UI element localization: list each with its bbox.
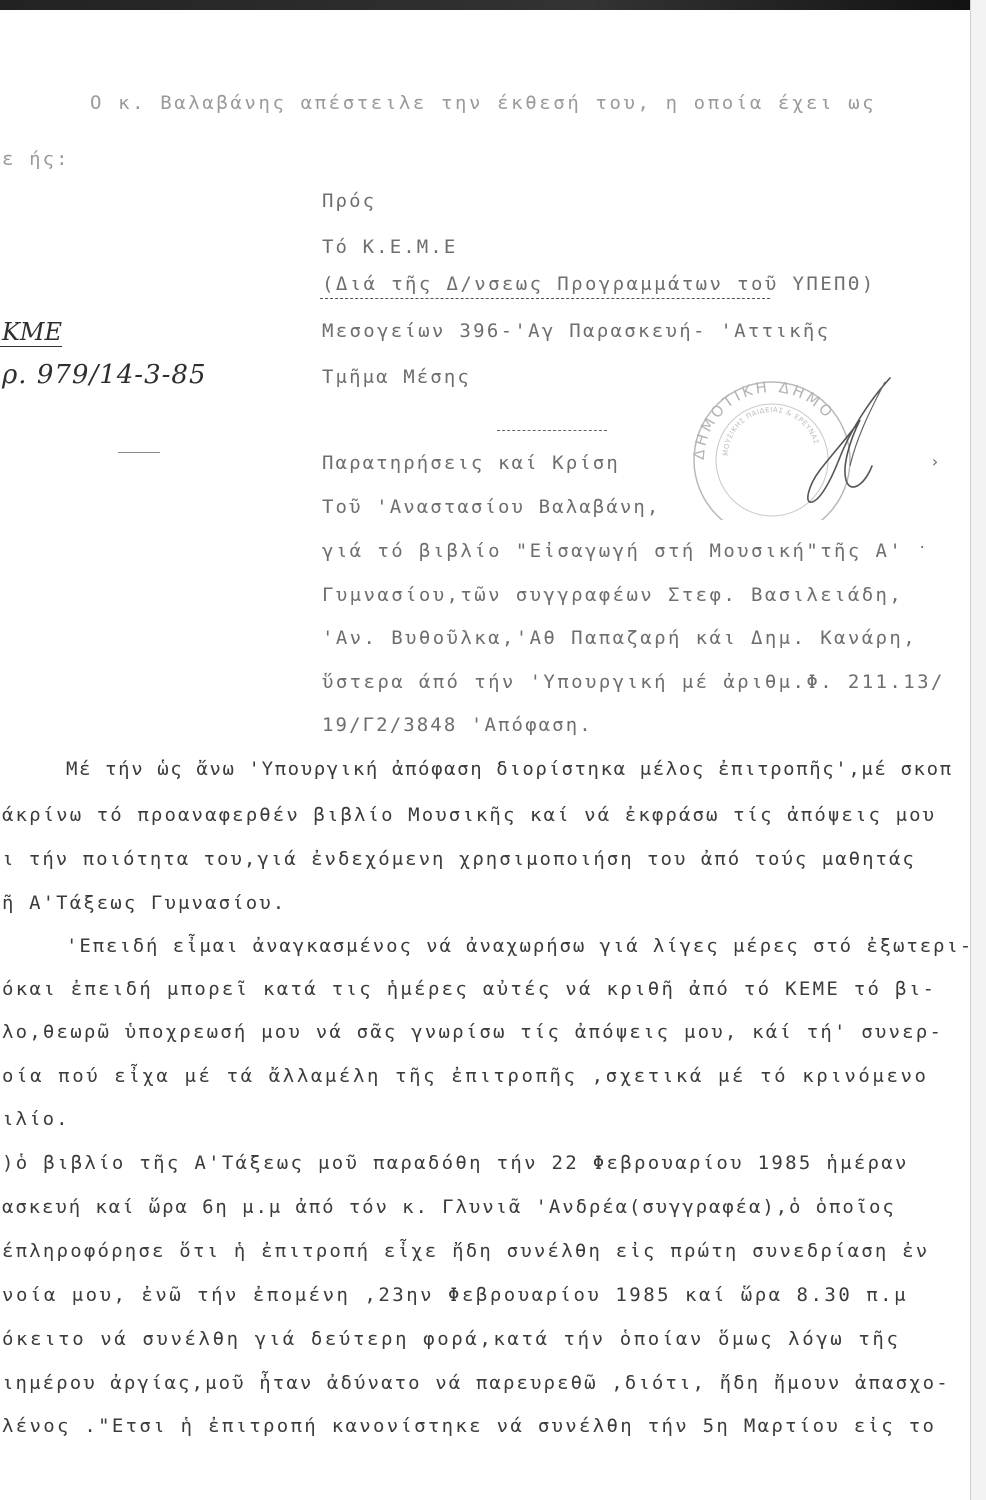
subject-line-1: Παρατηρήσεις καί Κρίση [322,452,620,474]
address-via-underline [320,298,770,299]
subject-line-2: Τοῦ 'Αναστασίου Βαλαβάνη, [322,496,661,518]
body-line-10: )ὁ βιβλίο τῆς Α'Τάξεως μοῦ παραδόθη τήν 22 Φεβρουαρίου 1985 ἡμέραν [2,1152,909,1174]
body-line-7: λο,θεωρῶ ὑποχρεωσή μου νά σᾶς γνωρίσω τίς ἀπόψεις μου, κάί τή' συνερ- [2,1021,944,1043]
body-line-14: όκειτο νά συνέλθη γιά δεύτερη φορά,κατά τήν ὁποίαν ὅμως λόγω τῆς [2,1328,901,1350]
handwritten-signature [790,370,900,520]
subject-line-3: γιά τό βιβλίο "Εἰσαγωγή στή Μουσική"τῆς Α' [322,540,904,562]
address-section: Τμῆμα Μέσης [322,366,471,388]
body-line-15: ιημέρου ἀργίας,μοῦ ἦταν ἀδύνατο νά παρευρεθῶ ,διότι, ἤδη ἤμουν ἀπασχο- [2,1372,950,1394]
body-line-2: άκρίνω τό προαναφερθέν βιβλίο Μουσικῆς καί νά ἐκφράσω τίς ἀπόψεις μου [2,804,937,826]
address-street: Μεσογείων 396-'Αγ Παρασκευή- 'Αττικῆς [322,320,831,342]
address-via: (Διά τῆς Δ/νσεως Προγραμμάτων τοῦ ΥΠΕΠΘ) [322,273,876,295]
intro-line-1: Ο κ. Βαλαβάνης απέστειλε την έκθεσή του, η οποία έχει ως [90,92,877,114]
scan-right-edge [970,0,986,1500]
margin-note-ref: ρ. 979/14-3-85 [2,360,207,390]
body-line-4: ῆ Α'Τάξεως Γυμνασίου. [2,892,287,914]
body-line-3: ι τήν ποιότητα του,γιά ἐνδεχόμενη χρησιμοποιήση του ἀπό τούς μαθητάς [2,848,916,870]
address-org: Τό Κ.Ε.Μ.Ε [322,236,458,258]
subject-line-7: 19/Γ2/3848 'Απόφαση. [322,714,593,736]
stamp-outer-text: ΔΗΜΟΤΙΚΗ ΔΗΜΟ [689,377,839,461]
margin-note-underline [0,346,62,347]
left-short-rule [118,452,160,453]
scan-top-border [0,0,986,10]
body-line-11: ασκευή καί ὥρα 6η μ.μ ἀπό τόν κ. Γλυνιᾶ 'Ανδρέα(συγγραφέα),ὁ ὁποῖος [2,1196,896,1218]
body-line-8: οία πού εἶχα μέ τά ἄλλαμέλη τῆς ἐπιτροπῆς ,σχετικά μέ τό κρινόμενο [2,1065,929,1087]
body-line-1: Μέ τήν ὡς ἄνω 'Υπουργική ἀπόφαση διορίστηκα μέλος ἐπιτροπῆς',μέ σκοπ [66,758,953,780]
stamp-inner-text: ΜΟΥΣΙΚΗΣ ΠΑΙΔΕΙΑΣ & ΕΡΕΥΝΑΣ [721,405,821,457]
subject-line-4: Γυμνασίου,τῶν συγγραφέων Στεφ. Βασιλειάδη, [322,584,904,606]
margin-note-abbrev: ΚΜΕ [2,318,63,346]
body-line-6: όκαι ἐπειδή μπορεῖ κατά τις ἡμέρες αὐτές νά κριθῆ ἀπό τό ΚΕΜΕ τό βι- [2,978,937,1000]
subject-line-5: 'Αν. Βυθοῦλκα,'Αθ Παπαζαρή κάι Δημ. Κανάρη, [322,627,918,649]
body-line-13: νοία μου, ἐνῶ τήν ἐπομένη ,23ην Φεβρουαρίου 1985 καί ὥρα 8.30 π.μ [2,1284,909,1306]
separator-rule [497,430,607,431]
body-line-12: έπληροφόρησε ὅτι ἡ ἐπιτροπή εἶχε ἤδη συνέλθη εἰς πρώτη συνεδρίαση ἐν [2,1240,930,1262]
body-line-9: ιλίο. [2,1108,70,1130]
margin-mark-1: › [930,452,942,471]
subject-line-6: ὕστερα άπό τήν 'Υπουργική μέ ἀριθμ.Φ. 211.13/ [322,671,945,693]
margin-mark-2: · [918,540,929,556]
intro-line-2: ε ής: [2,148,70,170]
body-line-16: λένος ."Ετσι ἡ ἐπιτροπή κανονίστηκε νά συνέλθη τήν 5η Μαρτίου εἰς το [2,1415,937,1437]
address-to: Πρός [322,190,377,212]
body-line-5: 'Επειδή εἶμαι ἀναγκασμένος νά ἀναχωρήσω γιά λίγες μέρες στό ἐξωτερι- [66,935,974,957]
